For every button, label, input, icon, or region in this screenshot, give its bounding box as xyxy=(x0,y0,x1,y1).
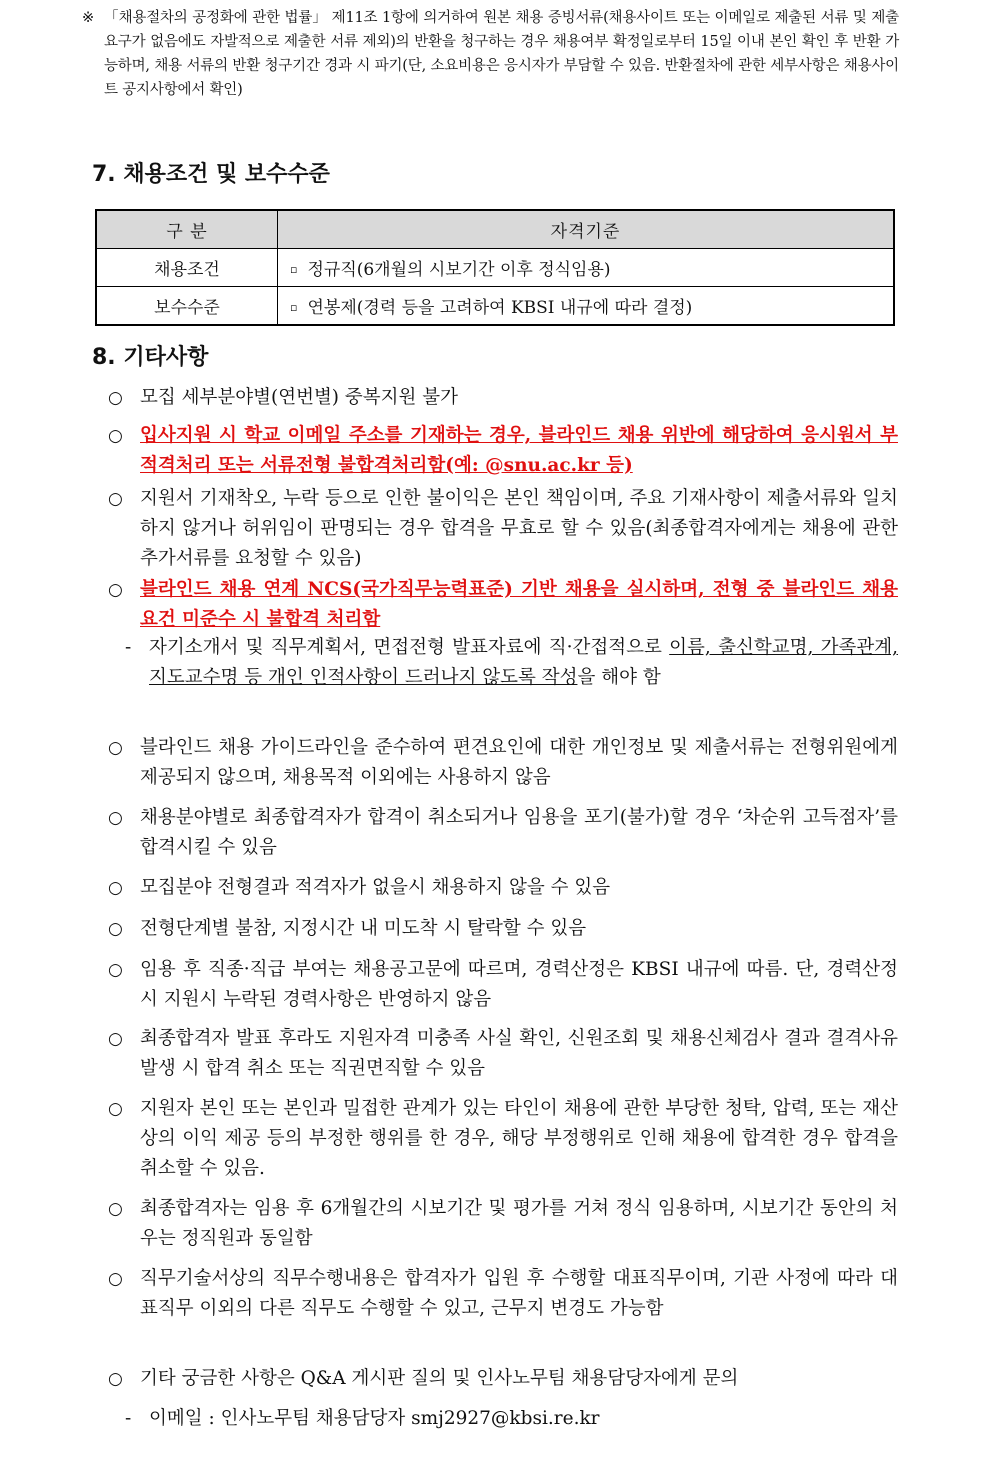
circle-bullet-icon: ○ xyxy=(108,738,123,758)
list-item-text: 직무기술서상의 직무수행내용은 합격자가 입원 후 수행할 대표직무이며, 기관 사정에 따라 대표직무 이외의 다른 직무도 수행할 수 있고, 근무지 변경도 가능함 xyxy=(140,1268,898,1319)
list-item xyxy=(108,1364,898,1394)
row-label: 채용조건 xyxy=(96,249,278,287)
sub-item xyxy=(125,633,898,693)
return-notice xyxy=(82,6,899,102)
circle-bullet-icon: ○ xyxy=(108,1199,123,1219)
circle-bullet-icon: ○ xyxy=(108,878,123,898)
list-item-text: 전형단계별 불참, 지정시간 내 미도착 시 탈락할 수 있음 xyxy=(140,918,587,939)
header-category: 구 분 xyxy=(96,210,278,249)
reference-mark: ※ xyxy=(82,10,94,26)
list-item xyxy=(108,803,898,863)
section-7-title: 7. 채용조건 및 보수수준 xyxy=(92,162,330,187)
section-8-title: 8. 기타사항 xyxy=(92,345,209,370)
circle-bullet-icon: ○ xyxy=(108,489,123,509)
list-item-text: 채용분야별로 최종합격자가 합격이 취소되거나 임용을 포기(불가)할 경우 ‘차순위 고득점자’를 합격시킬 수 있음 xyxy=(140,807,898,858)
list-item xyxy=(108,1194,898,1254)
list-item xyxy=(108,873,898,903)
list-item xyxy=(108,914,898,944)
list-item-text: 최종합격자 발표 후라도 지원자격 미충족 사실 확인, 신원조회 및 채용신체검사 결과 결격사유 발생 시 합격 취소 또는 직권면직할 수 있음 xyxy=(140,1028,898,1079)
sub-item-contact xyxy=(125,1404,898,1434)
table-header-row xyxy=(96,210,894,249)
list-item-warning xyxy=(108,575,898,635)
list-item-text: 지원서 기재착오, 누락 등으로 인한 불이익은 본인 책임이며, 주요 기재사항이 제출서류와 일치하지 않거나 허위임이 판명되는 경우 합격을 무효로 할 수 있음(최종합격자에게는 채용에 관한 추가서류를 요청할 수 있음) xyxy=(140,488,898,569)
list-item-text: 모집 세부분야별(연번별) 중복지원 불가 xyxy=(140,387,459,408)
header-criteria: 자격기준 xyxy=(278,210,895,249)
circle-bullet-icon: ○ xyxy=(108,1029,123,1049)
row-label: 보수수준 xyxy=(96,287,278,326)
row-value-text: 연봉제(경력 등을 고려하여 KBSI 내규에 따라 결정) xyxy=(307,298,693,318)
circle-bullet-icon: ○ xyxy=(108,1369,123,1389)
list-item xyxy=(108,955,898,1015)
list-item-text: 블라인드 채용 가이드라인을 준수하여 편견요인에 대한 개인정보 및 제출서류는 전형위원에게 제공되지 않으며, 채용목적 이외에는 사용하지 않음 xyxy=(140,737,898,788)
circle-bullet-icon: ○ xyxy=(108,1099,123,1119)
list-item xyxy=(108,1094,898,1184)
circle-bullet-icon: ○ xyxy=(108,808,123,828)
list-item xyxy=(108,484,898,574)
conditions-table xyxy=(95,209,895,326)
list-item-text: 지원자 본인 또는 본인과 밀접한 관계가 있는 타인이 채용에 관한 부당한 청탁, 압력, 또는 재산상의 이익 제공 등의 부정한 행위를 한 경우, 해당 부정행위로 인해 채용에 합격한 경우 합격을 취소할 수 있음. xyxy=(140,1098,898,1179)
list-item-text: 입사지원 시 학교 이메일 주소를 기재하는 경우, 블라인드 채용 위반에 해당하여 응시원서 부적격처리 또는 서류전형 불합격처리함(예: @snu.ac.kr 등) xyxy=(140,425,898,476)
bullet-square-icon: ▫ xyxy=(290,301,298,314)
dash-bullet: - xyxy=(125,1408,132,1429)
circle-bullet-icon: ○ xyxy=(108,919,123,939)
dash-bullet: - xyxy=(125,637,132,658)
list-item-warning xyxy=(108,421,898,481)
circle-bullet-icon: ○ xyxy=(108,426,123,446)
list-item-text: 임용 후 직종·직급 부여는 채용공고문에 따르며, 경력산정은 KBSI 내규에 따름. 단, 경력산정시 지원시 누락된 경력사항은 반영하지 않음 xyxy=(140,959,898,1010)
list-item-text: 블라인드 채용 연계 NCS(국가직무능력표준) 기반 채용을 실시하며, 전형 중 블라인드 채용 요건 미준수 시 불합격 처리함 xyxy=(140,579,898,630)
row-value xyxy=(278,249,895,287)
row-value xyxy=(278,287,895,326)
return-notice-text: 「채용절차의 공정화에 관한 법률」 제11조 1항에 의거하여 원본 채용 증빙서류(채용사이트 또는 이메일로 제출된 서류 및 제출요구가 없음에도 자발적으로 제출한 서류 제외)의 반환을 청구하는 경우 채용여부 확정일로부터 15일 이내 본인 확인 후 반환 가능하며, 채용 서류의 반환 청구기간 경과 시 파기(단, 소요비용은 응시자가 부담할 수 있음. 반환절차에 관한 세부사항은 채용사이트 공지사항에서 확인) xyxy=(104,10,899,98)
list-item xyxy=(108,733,898,793)
underlined-text: 이름, 출신학교명, 가족관계, 지도교수명 등 개인 인적사항이 드러나지 않도록 작성 xyxy=(149,637,898,688)
table-row xyxy=(96,249,894,287)
row-value-text: 정규직(6개월의 시보기간 이후 정식임용) xyxy=(307,260,611,280)
sub-item-text: 자기소개서 및 직무계획서, 면접전형 발표자료에 직·간접적으로 이름, 출신학교명, 가족관계, 지도교수명 등 개인 인적사항이 드러나지 않도록 작성을 해야 함 xyxy=(149,637,898,688)
list-item xyxy=(108,1024,898,1084)
bullet-square-icon: ▫ xyxy=(290,263,298,276)
list-item-text: 최종합격자는 임용 후 6개월간의 시보기간 및 평가를 거쳐 정식 임용하며, 시보기간 동안의 처우는 정직원과 동일함 xyxy=(140,1198,898,1249)
list-item-text: 모집분야 전형결과 적격자가 없을시 채용하지 않을 수 있음 xyxy=(140,877,611,898)
circle-bullet-icon: ○ xyxy=(108,1269,123,1289)
circle-bullet-icon: ○ xyxy=(108,580,123,600)
list-item xyxy=(108,383,898,413)
circle-bullet-icon: ○ xyxy=(108,960,123,980)
circle-bullet-icon: ○ xyxy=(108,388,123,408)
contact-email-text: 이메일 : 인사노무팀 채용담당자 smj2927@kbsi.re.kr xyxy=(149,1408,600,1429)
list-item xyxy=(108,1264,898,1324)
list-item-text: 기타 궁금한 사항은 Q&A 게시판 질의 및 인사노무팀 채용담당자에게 문의 xyxy=(140,1368,739,1389)
table-row xyxy=(96,287,894,326)
